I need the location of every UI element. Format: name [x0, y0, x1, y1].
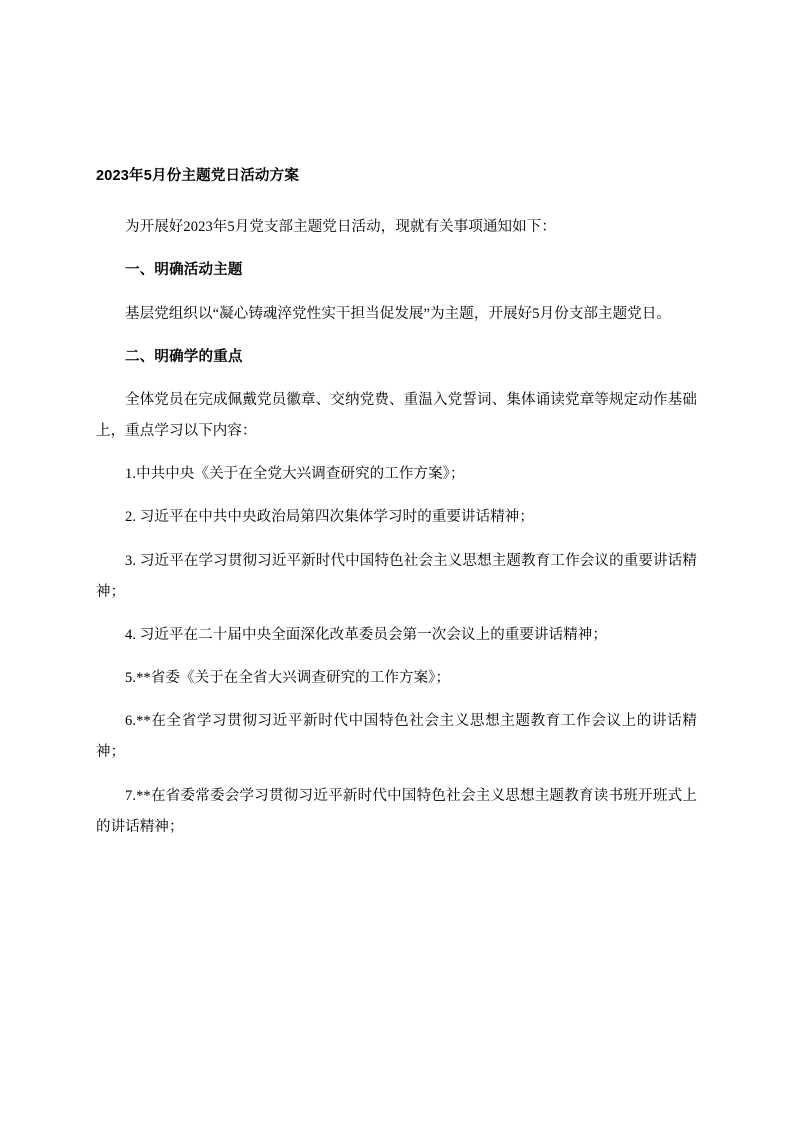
paragraph-intro: 为开展好2023年5月党支部主题党日活动，现就有关事项通知如下： [125, 219, 556, 236]
list-item: 6.**在全省学习贯彻习近平新时代中国特色社会主义思想主题教育工作会议上的讲话精神； [96, 713, 697, 761]
list-item: 2. 习近平在中共中央政治局第四次集体学习时的重要讲话精神； [125, 509, 534, 526]
page-title: 2023年5月份主题党日活动方案 [96, 168, 300, 184]
paragraph-theme: 基层党组织以“凝心铸魂淬党性实干担当促发展”为主题，开展好5月份支部主题党日。 [125, 305, 672, 322]
list-item: 7.**在省委常委会学习贯彻习近平新时代中国特色社会主义思想主题教育读书班开班式上的讲话精神； [96, 787, 697, 835]
section-heading-2: 二、明确学的重点 [125, 348, 243, 365]
list-item: 3. 习近平在学习贯彻习近平新时代中国特色社会主义思想主题教育工作会议的重要讲话精神； [96, 552, 697, 600]
list-item: 5.**省委《关于在全省大兴调查研究的工作方案》； [125, 670, 451, 687]
list-item: 4. 习近平在二十届中央全面深化改革委员会第一次会议上的重要讲话精神； [125, 626, 607, 643]
paragraph-study-intro: 全体党员在完成佩戴党员徽章、交纳党费、重温入党誓词、集体诵读党章等规定动作基础上，重点学习以下内容： [96, 391, 697, 440]
section-heading-1: 一、明确活动主题 [125, 262, 243, 279]
list-item: 1.中共中央《关于在全党大兴调查研究的工作方案》； [125, 466, 465, 483]
